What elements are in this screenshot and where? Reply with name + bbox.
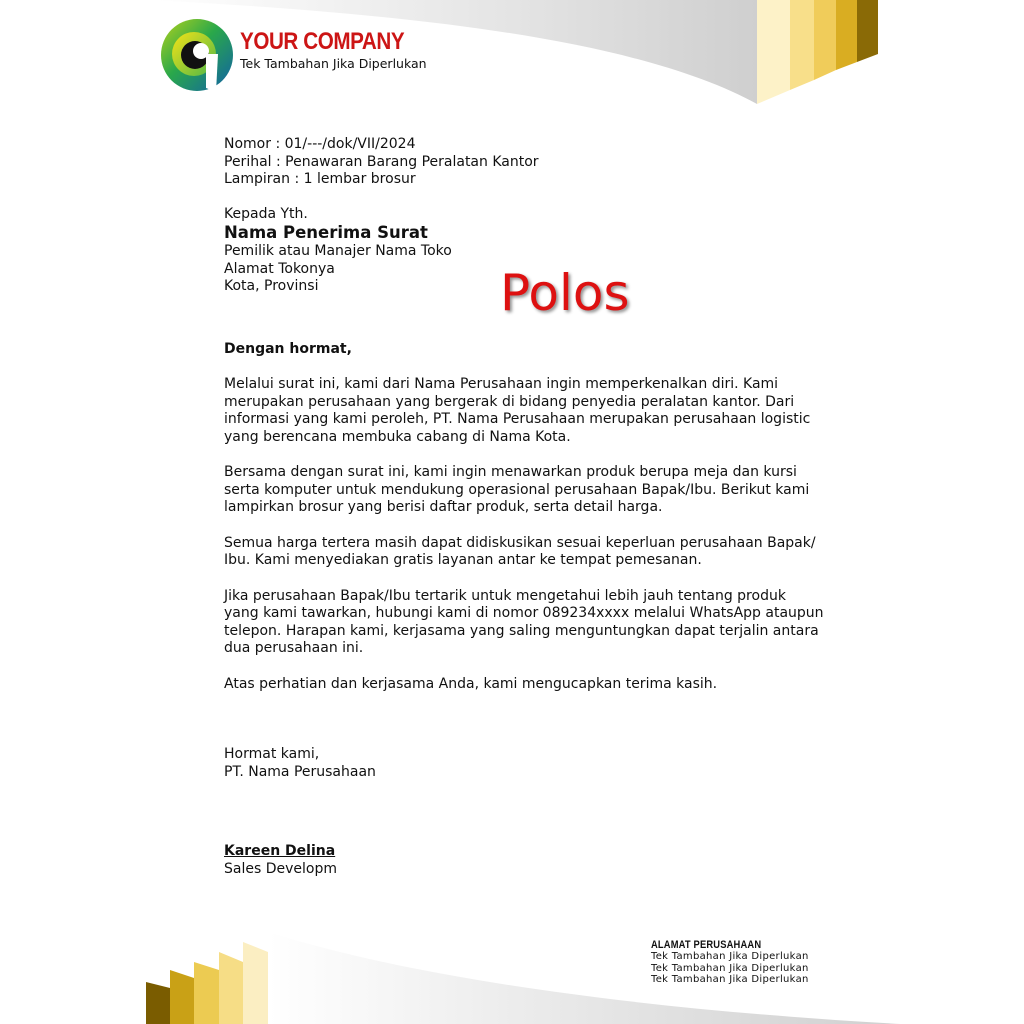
footer-address-title: ALAMAT PERUSAHAAN [651, 939, 762, 951]
letter-number: Nomor : 01/---/dok/VII/2024 [224, 136, 416, 152]
sender-company: PT. Nama Perusahaan [224, 763, 376, 780]
paragraph-contact: Jika perusahaan Bapak/Ibu tertarik untuk mengetahui lebih jauh tentang produk yang kami tawarkan, hubungi kami di nomor 089234xxxx melalui WhatsApp ataupun telepon. Harapan kami, kerjasama yang saling menguntungkan dapat terjalin antara dua perusahaan ini. [224, 587, 824, 656]
company-tagline: Tek Tambahan Jika Diperlukan [240, 56, 427, 71]
letter-body [224, 136, 824, 878]
signer-title: Sales Developm [224, 860, 337, 877]
closing-line: Atas perhatian dan kerjasama Anda, kami mengucapkan terima kasih. [224, 675, 718, 692]
paragraph-offer: Bersama dengan surat ini, kami ingin menawarkan produk berupa meja dan kursi serta komputer untuk mendukung operasional perusahaan Bapak/Ibu. Berikut kami lampirkan brosur yang berisi daftar produk, serta detail harga. [224, 464, 810, 515]
footer-address-line: Tek Tambahan Jika Diperlukan [651, 962, 809, 974]
letter-attachment: Lampiran : 1 lembar brosur [224, 171, 416, 187]
recipient-name: Nama Penerima Surat [224, 223, 428, 242]
regards: Hormat kami, [224, 746, 320, 762]
recipient-role: Pemilik atau Manajer Nama Toko [224, 243, 452, 259]
letter-subject: Perihal : Penawaran Barang Peralatan Kantor [224, 153, 539, 170]
signer-name: Kareen Delina [224, 843, 336, 859]
paragraph-intro: Melalui surat ini, kami dari Nama Perusahaan ingin memperkenalkan diri. Kami merupakan perusahaan yang bergerak di bidang penyedia peralatan kantor. Dari informasi yang kami peroleh, PT. Nama Perusahaan merupakan perusahaan logistic yang berencana membuka cabang di Nama Kota. [224, 376, 811, 445]
company-logo [160, 18, 234, 92]
recipient-salutation: Kepada Yth. [224, 205, 308, 222]
footer-address [651, 939, 809, 986]
recipient-city: Kota, Provinsi [224, 278, 319, 294]
company-name: YOUR COMPANY [240, 28, 405, 55]
footer-address-line: Tek Tambahan Jika Diperlukan [651, 951, 809, 962]
greeting: Dengan hormat, [224, 340, 352, 357]
footer-address-line: Tek Tambahan Jika Diperlukan [651, 974, 809, 985]
paragraph-pricing: Semua harga tertera masih dapat didiskusikan sesuai keperluan perusahaan Bapak/ Ibu. Kami menyediakan gratis layanan antar ke tempat pemesanan. [224, 534, 816, 568]
watermark-text: Polos [500, 264, 630, 322]
recipient-address: Alamat Tokonya [224, 260, 335, 277]
